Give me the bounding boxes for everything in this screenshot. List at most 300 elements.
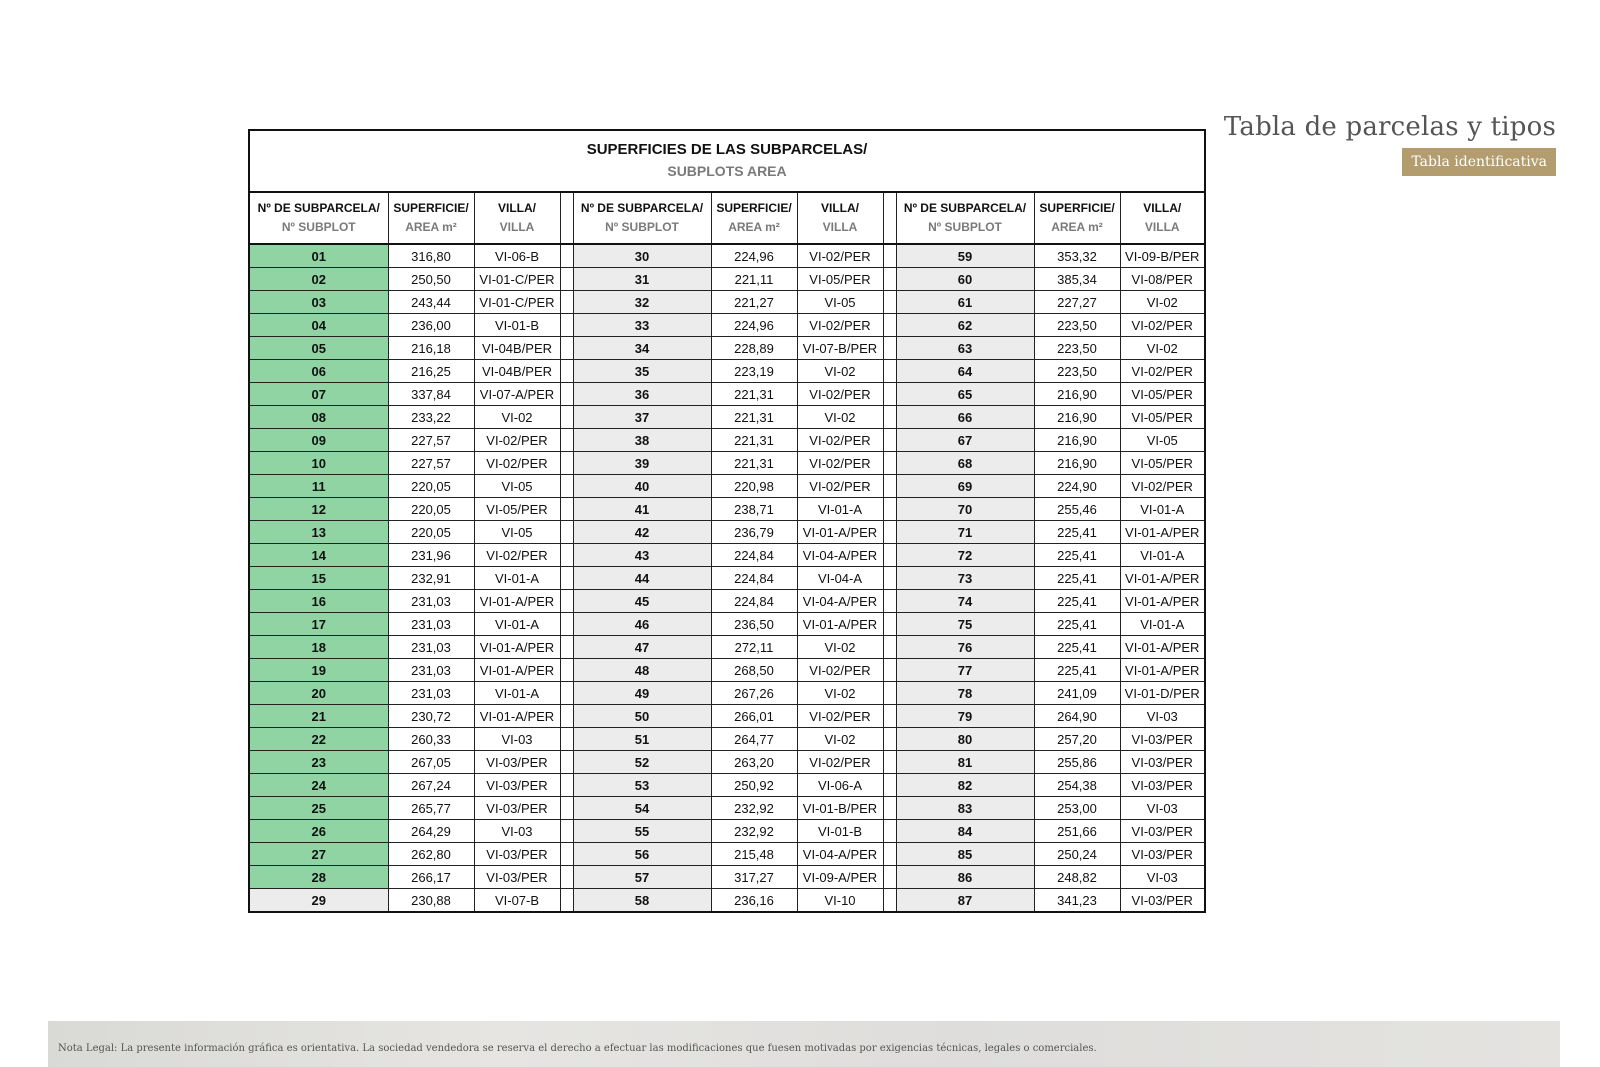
- subplot-number-cell: 67: [896, 429, 1034, 452]
- column-gap: [883, 774, 896, 797]
- subplot-number-cell: 43: [573, 544, 711, 567]
- villa-type-cell: VI-04-A/PER: [797, 843, 883, 866]
- area-cell: 251,66: [1034, 820, 1120, 843]
- subplot-number-cell: 10: [250, 452, 388, 475]
- villa-type-cell: VI-03: [1120, 797, 1204, 820]
- subplot-number-cell: 78: [896, 682, 1034, 705]
- subplot-number-cell: 42: [573, 521, 711, 544]
- subplot-number-cell: 05: [250, 337, 388, 360]
- subplot-number-cell: 07: [250, 383, 388, 406]
- subplot-number-cell: 63: [896, 337, 1034, 360]
- column-gap: [560, 314, 573, 337]
- column-gap: [883, 751, 896, 774]
- villa-type-cell: VI-03/PER: [474, 843, 560, 866]
- column-gap: [883, 567, 896, 590]
- subplot-number-cell: 06: [250, 360, 388, 383]
- table-row: [250, 751, 1204, 774]
- subplot-number-cell: 08: [250, 406, 388, 429]
- table-header: [250, 131, 1204, 193]
- subplot-number-cell: 14: [250, 544, 388, 567]
- subplot-number-cell: 69: [896, 475, 1034, 498]
- area-cell: 225,41: [1034, 636, 1120, 659]
- villa-type-cell: VI-02/PER: [474, 544, 560, 567]
- area-cell: 216,90: [1034, 383, 1120, 406]
- subplot-number-cell: 83: [896, 797, 1034, 820]
- table-row: [250, 797, 1204, 820]
- area-cell: 225,41: [1034, 567, 1120, 590]
- villa-type-cell: VI-03/PER: [1131, 892, 1193, 908]
- table-row: [250, 590, 1204, 613]
- column-gap: [560, 659, 573, 682]
- area-cell: 257,20: [1034, 728, 1120, 751]
- area-cell: 224,84: [711, 544, 797, 567]
- table-row: [250, 244, 1204, 268]
- table-row: [250, 498, 1204, 521]
- subplot-number-cell: 46: [573, 613, 711, 636]
- subplot-number-cell: 73: [896, 567, 1034, 590]
- villa-type-cell: VI-07-B: [474, 889, 560, 912]
- villa-type-cell: VI-02: [474, 406, 560, 429]
- area-cell: 215,48: [711, 843, 797, 866]
- area-cell: 385,34: [1034, 268, 1120, 291]
- col-header-villa-1: VILLA/ VILLA: [474, 193, 560, 244]
- column-gap: [883, 866, 896, 889]
- column-gap: [560, 636, 573, 659]
- area-cell: 238,71: [711, 498, 797, 521]
- area-cell: 236,16: [711, 889, 797, 912]
- table-row: [250, 429, 1204, 452]
- subplot-number-cell: 01: [250, 244, 388, 268]
- area-cell: 225,41: [1034, 659, 1120, 682]
- subplot-number-cell: 35: [573, 360, 711, 383]
- column-gap: [883, 613, 896, 636]
- area-cell: 228,89: [711, 337, 797, 360]
- column-gap: [560, 406, 573, 429]
- footer-bar: [48, 1021, 1560, 1067]
- column-gap: [883, 452, 896, 475]
- area-cell: 233,22: [388, 406, 474, 429]
- column-gap: [560, 521, 573, 544]
- villa-type-cell: VI-01-A/PER: [1120, 521, 1204, 544]
- subplot-number-cell: 75: [896, 613, 1034, 636]
- area-cell: 254,38: [1034, 774, 1120, 797]
- col-header-parcel-2: Nº DE SUBPARCELA/ Nº SUBPLOT: [573, 193, 711, 244]
- villa-type-cell: VI-05/PER: [797, 268, 883, 291]
- subplot-number-cell: 03: [250, 291, 388, 314]
- subplot-number-cell: 71: [896, 521, 1034, 544]
- villa-type-cell: VI-02/PER: [474, 452, 560, 475]
- area-cell: 232,92: [711, 797, 797, 820]
- area-cell: 216,25: [388, 360, 474, 383]
- column-gap: [560, 244, 573, 268]
- column-gap: [883, 193, 896, 244]
- villa-type-cell: VI-01-C/PER: [474, 268, 560, 291]
- col-header-parcel-1: Nº DE SUBPARCELA/ Nº SUBPLOT: [250, 193, 388, 244]
- villa-type-cell: VI-01-A/PER: [1120, 636, 1204, 659]
- area-cell: 243,44: [388, 291, 474, 314]
- villa-type-cell: VI-03/PER: [1120, 843, 1204, 866]
- column-gap: [560, 291, 573, 314]
- villa-type-cell: VI-07-A/PER: [474, 383, 560, 406]
- area-cell: 341,23: [1034, 889, 1120, 912]
- table-body: [250, 244, 1204, 911]
- col-header-area-1: SUPERFICIE/ AREA m²: [388, 193, 474, 244]
- table-row: [250, 337, 1204, 360]
- villa-type-cell: VI-01-D/PER: [1120, 682, 1204, 705]
- area-cell: 241,09: [1034, 682, 1120, 705]
- area-cell: 316,80: [388, 244, 474, 268]
- area-cell: 216,18: [388, 337, 474, 360]
- area-cell: 267,26: [711, 682, 797, 705]
- column-gap: [883, 544, 896, 567]
- page-title: Tabla de parcelas y tipos: [1223, 112, 1556, 142]
- villa-type-cell: VI-01-A/PER: [1120, 590, 1204, 613]
- area-cell: 253,00: [1034, 797, 1120, 820]
- area-cell: 221,11: [711, 268, 797, 291]
- area-cell: 337,84: [388, 383, 474, 406]
- subplot-number-cell: 19: [250, 659, 388, 682]
- column-gap: [560, 544, 573, 567]
- subplot-number-cell: 09: [250, 429, 388, 452]
- column-header-row: [250, 193, 1204, 244]
- table-row: [250, 521, 1204, 544]
- villa-type-cell: VI-05: [474, 521, 560, 544]
- subplot-number-cell: 53: [573, 774, 711, 797]
- area-cell: 223,19: [711, 360, 797, 383]
- area-cell: 264,90: [1034, 705, 1120, 728]
- area-cell: 250,92: [711, 774, 797, 797]
- villa-type-cell: VI-01-A/PER: [797, 521, 883, 544]
- table-row: [250, 567, 1204, 590]
- column-gap: [560, 820, 573, 843]
- table-row: [250, 268, 1204, 291]
- villa-type-cell: VI-01-A: [797, 498, 883, 521]
- column-gap: [883, 843, 896, 866]
- table-row: [250, 705, 1204, 728]
- subplot-number-cell: 68: [896, 452, 1034, 475]
- column-gap: [560, 452, 573, 475]
- col-header-area-3: SUPERFICIE/ AREA m²: [1034, 193, 1120, 244]
- column-gap: [883, 244, 896, 268]
- villa-type-cell: VI-02: [1120, 291, 1204, 314]
- area-cell: 266,01: [711, 705, 797, 728]
- area-cell: 236,50: [711, 613, 797, 636]
- subplot-number-cell: 45: [573, 590, 711, 613]
- area-cell: 223,50: [1034, 314, 1120, 337]
- area-cell: 264,29: [388, 820, 474, 843]
- villa-type-cell: VI-06-A: [797, 774, 883, 797]
- column-gap: [883, 291, 896, 314]
- subplot-number-cell: 34: [573, 337, 711, 360]
- area-cell: 232,91: [388, 567, 474, 590]
- villa-type-cell: VI-04-A: [797, 567, 883, 590]
- column-gap: [560, 383, 573, 406]
- area-cell: 224,84: [711, 567, 797, 590]
- villa-type-cell: VI-01-B/PER: [797, 797, 883, 820]
- villa-type-cell: VI-01-A: [474, 613, 560, 636]
- table-row: [250, 406, 1204, 429]
- table-title: SUPERFICIES DE LAS SUBPARCELAS/: [586, 141, 868, 158]
- subplot-number-cell: 72: [896, 544, 1034, 567]
- column-gap: [560, 429, 573, 452]
- villa-type-cell: VI-01-A/PER: [474, 659, 560, 682]
- subplot-number-cell: 15: [250, 567, 388, 590]
- subplots-table: [248, 129, 1206, 913]
- area-cell: 248,82: [1034, 866, 1120, 889]
- area-cell: 221,31: [711, 383, 797, 406]
- subplot-number-cell: 41: [573, 498, 711, 521]
- column-gap: [883, 314, 896, 337]
- area-cell: 265,77: [388, 797, 474, 820]
- area-cell: 231,03: [388, 636, 474, 659]
- area-cell: 224,84: [711, 590, 797, 613]
- table-row: [250, 544, 1204, 567]
- subplot-number-cell: 80: [896, 728, 1034, 751]
- villa-type-cell: VI-01-B: [797, 820, 883, 843]
- subplot-number-cell: 04: [250, 314, 388, 337]
- column-gap: [560, 797, 573, 820]
- page-badge: Tabla identificativa: [1402, 148, 1556, 176]
- area-cell: 221,31: [711, 429, 797, 452]
- villa-type-cell: VI-05: [1120, 429, 1204, 452]
- villa-type-cell: VI-01-A: [474, 682, 560, 705]
- subplot-number-cell: 40: [573, 475, 711, 498]
- subplot-number-cell: 76: [896, 636, 1034, 659]
- subplot-number-cell: 32: [573, 291, 711, 314]
- column-gap: [883, 429, 896, 452]
- villa-type-cell: VI-01-A: [474, 567, 560, 590]
- villa-type-cell: VI-01-A/PER: [1120, 659, 1204, 682]
- villa-type-cell: VI-02: [797, 406, 883, 429]
- subplot-number-cell: 12: [250, 498, 388, 521]
- column-gap: [560, 268, 573, 291]
- villa-type-cell: VI-01-C/PER: [474, 291, 560, 314]
- area-cell: 255,86: [1034, 751, 1120, 774]
- subplot-number-cell: 23: [250, 751, 388, 774]
- area-cell: 216,90: [1034, 429, 1120, 452]
- subplot-number-cell: 26: [250, 820, 388, 843]
- column-gap: [883, 360, 896, 383]
- area-cell: 250,50: [388, 268, 474, 291]
- villa-type-cell: VI-02/PER: [1120, 360, 1204, 383]
- subplot-number-cell: 44: [573, 567, 711, 590]
- table-row: [250, 383, 1204, 406]
- area-cell: 266,17: [388, 866, 474, 889]
- villa-type-cell: VI-01-A/PER: [474, 590, 560, 613]
- subplot-number-cell: 79: [896, 705, 1034, 728]
- villa-type-cell: VI-06-B: [474, 244, 560, 268]
- villa-type-cell: VI-03/PER: [474, 866, 560, 889]
- subplot-number-cell: 27: [250, 843, 388, 866]
- villa-type-cell: VI-03/PER: [1120, 774, 1204, 797]
- column-gap: [560, 728, 573, 751]
- subplot-number-cell: 59: [896, 244, 1034, 268]
- area-cell: 272,11: [711, 636, 797, 659]
- subplot-number-cell: 25: [250, 797, 388, 820]
- subplot-number-cell: 85: [896, 843, 1034, 866]
- villa-type-cell: VI-04B/PER: [474, 337, 560, 360]
- villa-type-cell: VI-03/PER: [474, 751, 560, 774]
- villa-type-cell: VI-03/PER: [474, 797, 560, 820]
- subplot-number-cell: 24: [250, 774, 388, 797]
- villa-type-cell: VI-02: [797, 682, 883, 705]
- column-gap: [883, 406, 896, 429]
- area-cell: 267,05: [388, 751, 474, 774]
- villa-type-cell: VI-01-A: [1120, 544, 1204, 567]
- area-cell: 260,33: [388, 728, 474, 751]
- subplot-number-cell: 39: [573, 452, 711, 475]
- table-row: [250, 843, 1204, 866]
- column-gap: [560, 498, 573, 521]
- subplot-number-cell: 38: [573, 429, 711, 452]
- villa-type-cell: VI-04-A/PER: [797, 544, 883, 567]
- villa-type-cell: VI-03/PER: [1120, 751, 1204, 774]
- subplot-number-cell: 84: [896, 820, 1034, 843]
- subplots-grid: [250, 193, 1204, 911]
- column-gap: [883, 705, 896, 728]
- table-row: [250, 889, 1204, 912]
- table-row: [250, 452, 1204, 475]
- column-gap: [883, 590, 896, 613]
- column-gap: [883, 636, 896, 659]
- area-cell: 231,03: [388, 682, 474, 705]
- villa-type-cell: VI-02/PER: [797, 429, 883, 452]
- area-cell: 223,50: [1034, 360, 1120, 383]
- column-gap: [560, 567, 573, 590]
- villa-type-cell: VI-05/PER: [1120, 406, 1204, 429]
- subplot-number-cell: 66: [896, 406, 1034, 429]
- villa-type-cell: VI-05: [474, 475, 560, 498]
- villa-type-cell: VI-02/PER: [797, 705, 883, 728]
- column-gap: [560, 682, 573, 705]
- subplot-number-cell: 47: [573, 636, 711, 659]
- subplot-number-cell: 22: [250, 728, 388, 751]
- area-cell: 221,31: [711, 406, 797, 429]
- column-gap: [883, 820, 896, 843]
- area-cell: 223,50: [1034, 337, 1120, 360]
- villa-type-cell: VI-05/PER: [1120, 383, 1204, 406]
- table-row: [250, 636, 1204, 659]
- area-cell: 216,90: [1034, 406, 1120, 429]
- column-gap: [560, 705, 573, 728]
- table-row: [250, 728, 1204, 751]
- table-row: [250, 475, 1204, 498]
- table-row: [250, 866, 1204, 889]
- column-gap: [883, 659, 896, 682]
- villa-type-cell: VI-02/PER: [797, 244, 883, 268]
- column-gap: [883, 498, 896, 521]
- villa-type-cell: VI-02/PER: [797, 383, 883, 406]
- villa-type-cell: VI-03: [1120, 866, 1204, 889]
- area-cell: 268,50: [711, 659, 797, 682]
- subplot-number-cell: 31: [573, 268, 711, 291]
- area-cell: 236,79: [711, 521, 797, 544]
- column-gap: [560, 774, 573, 797]
- area-cell: 221,27: [711, 291, 797, 314]
- column-gap: [883, 337, 896, 360]
- table-row: [250, 613, 1204, 636]
- villa-type-cell: VI-01-A/PER: [1120, 567, 1204, 590]
- subplot-number-cell: 82: [896, 774, 1034, 797]
- subplot-number-cell: 87: [896, 889, 1034, 912]
- column-gap: [560, 193, 573, 244]
- subplot-number-cell: 20: [250, 682, 388, 705]
- table-subtitle: SUBPLOTS AREA: [667, 163, 787, 179]
- villa-type-cell: VI-02: [1120, 337, 1204, 360]
- column-gap: [560, 475, 573, 498]
- villa-type-cell: VI-03: [474, 728, 560, 751]
- subplot-number-cell: 52: [573, 751, 711, 774]
- col-header-parcel-3: Nº DE SUBPARCELA/ Nº SUBPLOT: [896, 193, 1034, 244]
- column-gap: [560, 751, 573, 774]
- column-gap: [560, 337, 573, 360]
- area-cell: 250,24: [1034, 843, 1120, 866]
- area-cell: 231,03: [388, 613, 474, 636]
- column-gap: [883, 889, 896, 912]
- area-cell: 317,27: [711, 866, 797, 889]
- subplot-number-cell: 49: [573, 682, 711, 705]
- subplot-number-cell: 51: [573, 728, 711, 751]
- column-gap: [883, 383, 896, 406]
- area-cell: 262,80: [388, 843, 474, 866]
- subplot-number-cell: 13: [250, 521, 388, 544]
- table-row: [250, 291, 1204, 314]
- subplot-number-cell: 48: [573, 659, 711, 682]
- subplot-number-cell: 36: [573, 383, 711, 406]
- villa-type-cell: VI-02/PER: [797, 475, 883, 498]
- area-cell: 227,57: [388, 452, 474, 475]
- area-cell: 220,05: [388, 475, 474, 498]
- area-cell: 353,32: [1034, 244, 1120, 268]
- villa-type-cell: VI-01-A: [1120, 613, 1204, 636]
- subplot-number-cell: 70: [896, 498, 1034, 521]
- villa-type-cell: VI-02: [797, 360, 883, 383]
- villa-type-cell: VI-09-A/PER: [797, 866, 883, 889]
- area-cell: 225,41: [1034, 521, 1120, 544]
- column-gap: [560, 843, 573, 866]
- villa-type-cell: VI-10: [797, 889, 883, 912]
- column-gap: [883, 682, 896, 705]
- area-cell: 224,96: [711, 314, 797, 337]
- area-cell: 231,03: [388, 659, 474, 682]
- area-cell: 231,03: [388, 590, 474, 613]
- column-gap: [560, 590, 573, 613]
- area-cell: 220,98: [711, 475, 797, 498]
- subplot-number-cell: 28: [250, 866, 388, 889]
- area-cell: 230,72: [388, 705, 474, 728]
- table-row: [250, 314, 1204, 337]
- table-row: [250, 682, 1204, 705]
- col-header-area-2: SUPERFICIE/ AREA m²: [711, 193, 797, 244]
- subplot-number-cell: 30: [573, 244, 711, 268]
- header: [1224, 112, 1556, 176]
- subplot-number-cell: 54: [573, 797, 711, 820]
- table-row: [250, 820, 1204, 843]
- area-cell: 224,96: [711, 244, 797, 268]
- subplot-number-cell: 02: [250, 268, 388, 291]
- area-cell: 225,41: [1034, 613, 1120, 636]
- subplot-number-cell: 56: [573, 843, 711, 866]
- area-cell: 221,31: [711, 452, 797, 475]
- subplot-number-cell: 64: [896, 360, 1034, 383]
- subplot-number-cell: 18: [250, 636, 388, 659]
- villa-type-cell: VI-05/PER: [1120, 452, 1204, 475]
- area-cell: 236,00: [388, 314, 474, 337]
- area-cell: 227,57: [388, 429, 474, 452]
- villa-type-cell: VI-02/PER: [1120, 314, 1204, 337]
- subplot-number-cell: 74: [896, 590, 1034, 613]
- subplot-number-cell: 77: [896, 659, 1034, 682]
